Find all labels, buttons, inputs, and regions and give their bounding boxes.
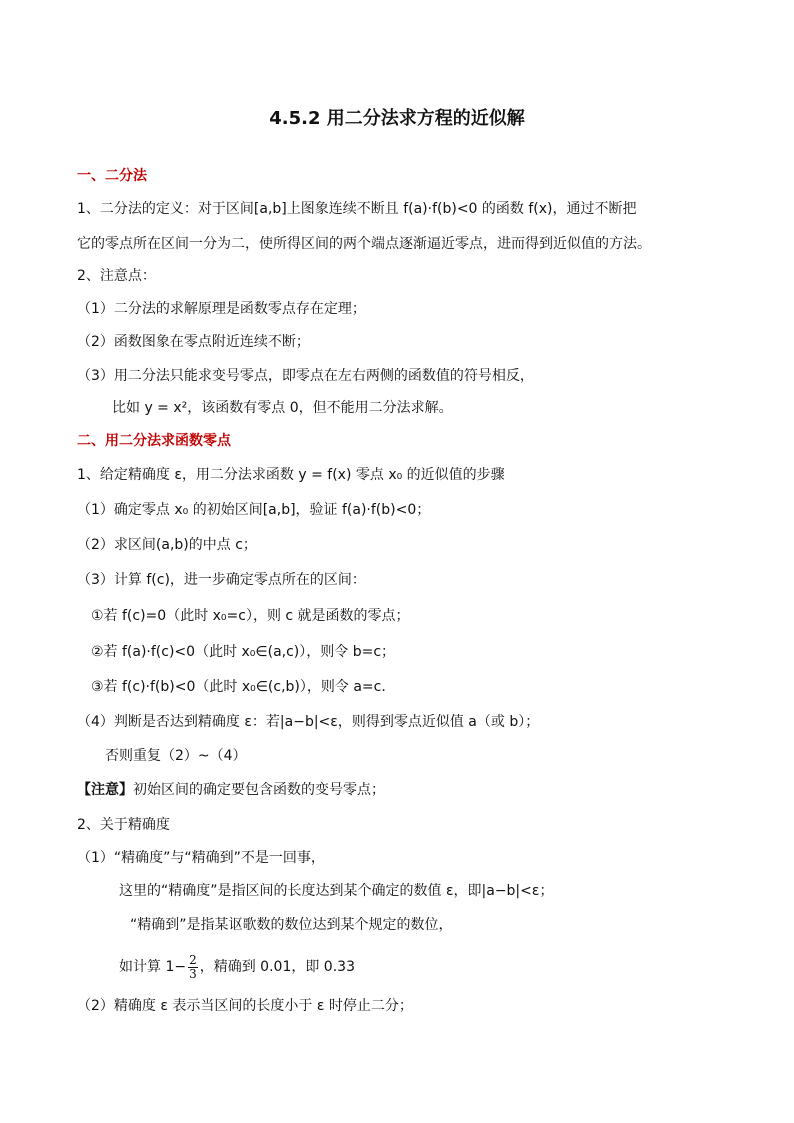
- note-item-1: （1）二分法的求解原理是函数零点存在定理；: [77, 301, 366, 317]
- fraction-two-thirds: [188, 954, 198, 981]
- definition-line-2: 它的零点所在区间一分为二，使所得区间的两个端点逐渐逼近零点，进而得到近似值的方法。: [77, 236, 651, 252]
- step-2: （2）求区间(a,b)的中点 c；: [77, 537, 257, 553]
- note-item-3: （3）用二分法只能求变号零点，即零点在左右两侧的函数值的符号相反，: [77, 368, 534, 384]
- precision-example: [119, 953, 355, 981]
- example-suffix: ，精确到 0.01，即 0.33: [199, 959, 355, 975]
- note-line: [77, 780, 385, 800]
- step-4: （4）判断是否达到精确度 ε：若|a−b|<ε，则得到零点近似值 a（或 b）；: [77, 714, 540, 730]
- definition-line-1: 1、二分法的定义：对于区间[a,b]上图象连续不断且 f(a)·f(b)<0 的函数 f(x)，通过不断把: [77, 201, 637, 217]
- precision-item-2: （2）精确度 ε 表示当区间的长度小于 ε 时停止二分；: [77, 998, 413, 1014]
- note-tag: 【注意】: [77, 782, 133, 798]
- step-3: （3）计算 f(c)，进一步确定零点所在的区间：: [77, 572, 366, 588]
- note-example: 比如 y = x²，该函数有零点 0，但不能用二分法求解。: [112, 400, 453, 416]
- steps-intro: 1、给定精确度 ε，用二分法求函数 y = f(x) 零点 x₀ 的近似值的步骤: [77, 467, 505, 483]
- note-text: 初始区间的确定要包含函数的变号零点；: [133, 782, 385, 798]
- precision-explain-1: 这里的“精确度”是指区间的长度达到某个确定的数值 ε，即|a−b|<ε；: [119, 883, 554, 899]
- example-prefix: 如计算 1−: [119, 959, 187, 975]
- precision-explain-2: “精确到”是指某讴歌数的数位达到某个规定的数位，: [130, 917, 453, 933]
- precision-item-1: （1）“精确度”与“精确到”不是一回事，: [77, 850, 325, 866]
- notes-heading: 2、注意点：: [77, 268, 156, 284]
- step-3-case-3: ③若 f(c)·f(b)<0（此时 x₀∈(c,b)），则令 a=c.: [91, 679, 386, 695]
- section-heading-2: 二、用二分法求函数零点: [77, 433, 231, 449]
- note-item-2: （2）函数图象在零点附近连续不断；: [77, 334, 310, 350]
- step-3-case-1: ①若 f(c)=0（此时 x₀=c），则 c 就是函数的零点；: [91, 608, 410, 624]
- step-4-else: 否则重复（2）~（4）: [105, 748, 247, 764]
- step-1: （1）确定零点 x₀ 的初始区间[a,b]，验证 f(a)·f(b)<0；: [77, 502, 431, 518]
- fraction-denominator: 3: [189, 966, 197, 981]
- fraction-numerator: 2: [189, 952, 197, 967]
- step-3-case-2: ②若 f(a)·f(c)<0（此时 x₀∈(a,c)），则令 b=c；: [91, 644, 396, 660]
- precision-heading: 2、关于精确度: [77, 817, 170, 833]
- section-heading-1: 一、二分法: [77, 168, 147, 184]
- page-title: 4.5.2 用二分法求方程的近似解: [269, 108, 525, 129]
